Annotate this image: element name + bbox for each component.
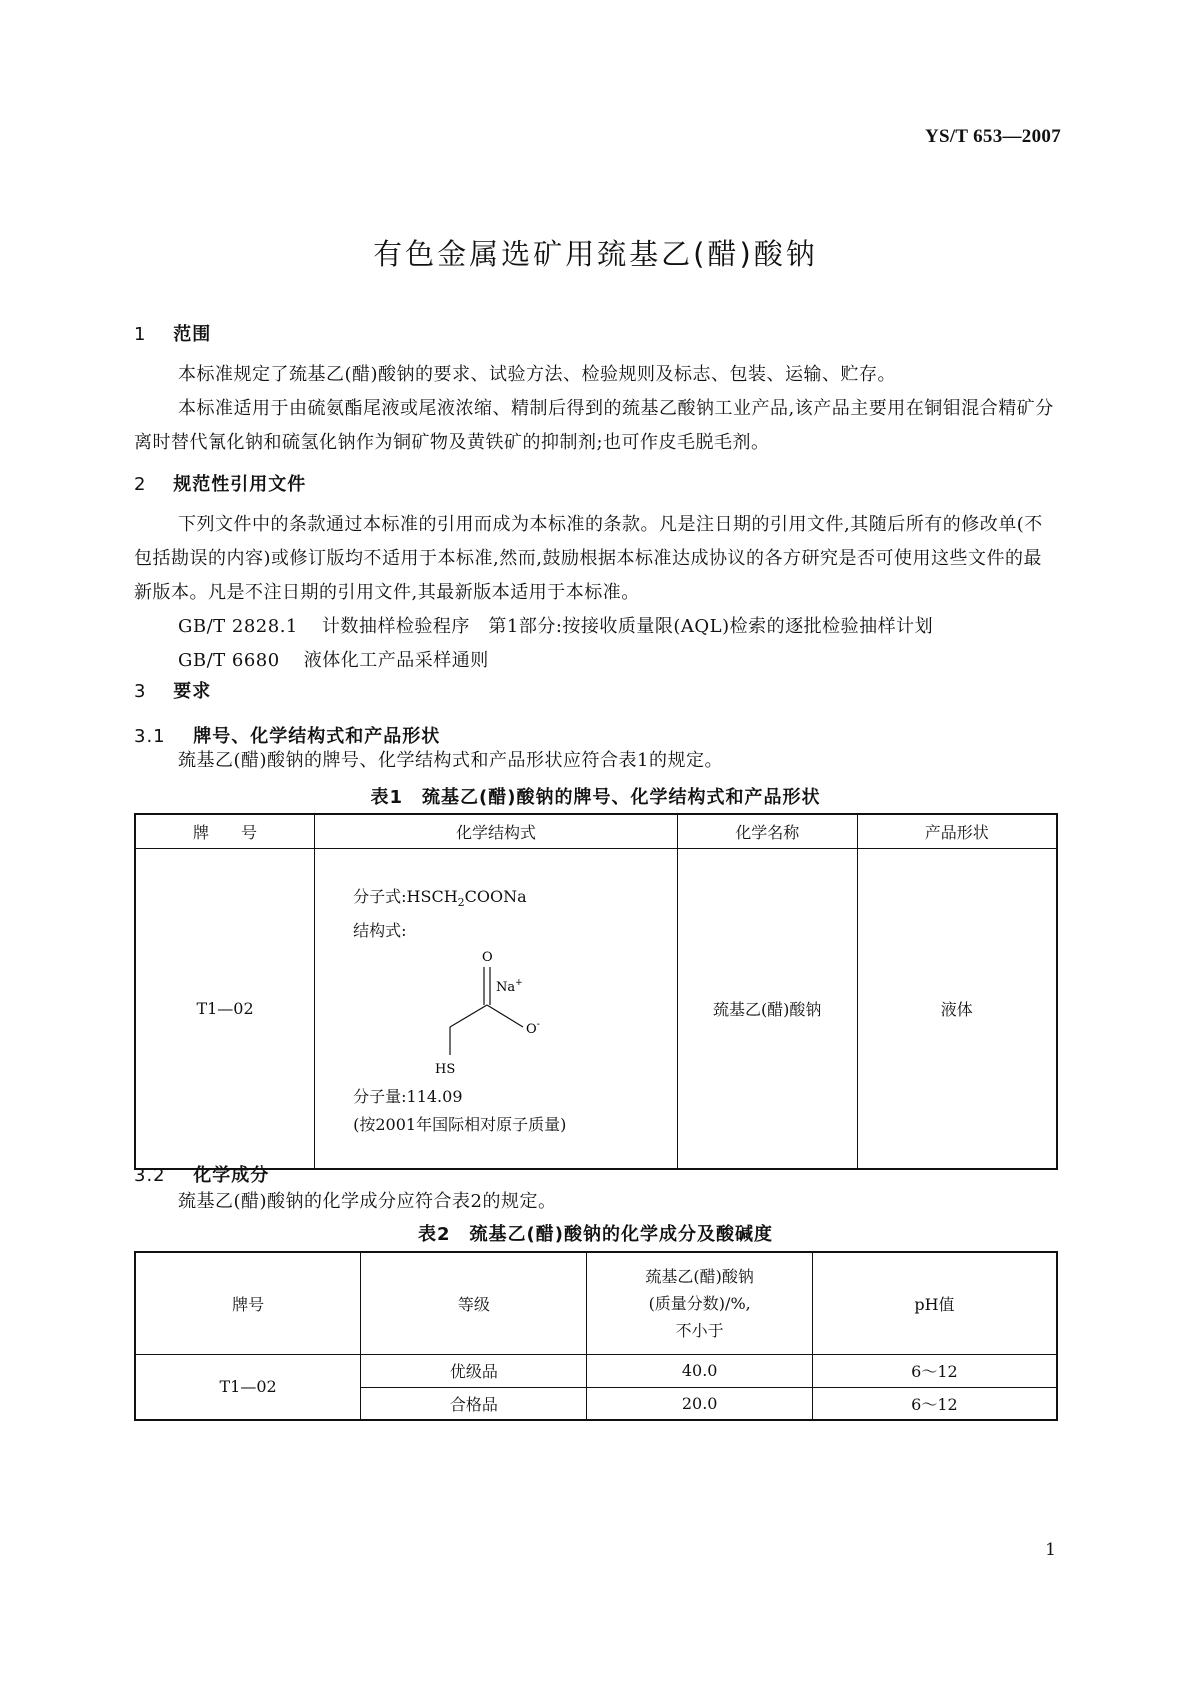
molecular-formula <box>353 883 677 917</box>
reference-item <box>134 644 1058 678</box>
section-2-body <box>134 508 1058 678</box>
section-2-heading <box>134 470 306 496</box>
table-header-cell: 化学结构式 <box>315 814 678 848</box>
grade-cell: T1—02 <box>135 1354 361 1420</box>
section-1-heading <box>134 320 211 346</box>
ph-cell: 6～12 <box>812 1354 1057 1387</box>
molecular-mass: 分子量:114.09 <box>353 1086 463 1106</box>
section-title: 化学成分 <box>193 1165 270 1186</box>
section-3-heading <box>134 677 211 703</box>
bond-line <box>487 1005 523 1027</box>
structure-cell <box>315 848 678 1169</box>
grade-cell: T1—02 <box>135 848 315 1169</box>
section-title: 规范性引用文件 <box>173 474 307 495</box>
structure-label: 结构式: <box>353 920 407 940</box>
paragraph: 本标准规定了巯基乙(醋)酸钠的要求、试验方法、检验规则及标志、包装、运输、贮存。 <box>178 364 897 385</box>
table-header-cell: 化学名称 <box>677 814 857 848</box>
section-3-1-body <box>134 744 1058 778</box>
chemical-name-cell: 巯基乙(醋)酸钠 <box>677 848 857 1169</box>
header-line: 巯基乙(醋)酸钠 <box>645 1266 754 1286</box>
formula-part: COONa <box>464 886 527 906</box>
reference-code: GB/T 2828.1 <box>178 616 298 637</box>
structural-formula-diagram <box>393 945 653 1083</box>
section-number: 2 <box>134 474 147 495</box>
table-row <box>135 1354 1057 1387</box>
section-title: 范围 <box>173 324 212 345</box>
section-number: 3.2 <box>134 1165 166 1186</box>
header-line: (质量分数)/%, <box>648 1293 751 1313</box>
table-header-cell: pH值 <box>812 1252 1057 1354</box>
formula-label: 分子式: <box>353 886 407 906</box>
content-cell: 40.0 <box>587 1354 812 1387</box>
section-1-body <box>134 358 1058 460</box>
level-cell: 合格品 <box>361 1387 587 1420</box>
ph-cell: 6～12 <box>812 1387 1057 1420</box>
table-2 <box>134 1251 1058 1421</box>
paragraph: 本标准适用于由硫氨酯尾液或尾液浓缩、精制后得到的巯基乙酸钠工业产品,该产品主要用在铜钼混合精矿分离时替代氰化钠和硫氢化钠作为铜矿物及黄铁矿的抑制剂;也可作皮毛脱毛剂。 <box>134 398 1054 453</box>
table-header-cell: 产品形状 <box>857 814 1057 848</box>
section-title: 要求 <box>173 681 212 702</box>
page-number: 1 <box>1045 1540 1056 1560</box>
table-header-cell: 等级 <box>361 1252 587 1354</box>
formula-subscript: 2 <box>457 895 465 909</box>
table-row <box>135 848 1057 1169</box>
section-number: 3 <box>134 681 147 702</box>
oxygen-anion-label <box>526 1019 540 1037</box>
oxygen-atom-label: O <box>482 949 493 965</box>
charge-plus: + <box>515 977 523 988</box>
product-form-cell: 液体 <box>857 848 1057 1169</box>
section-number: 1 <box>134 324 147 345</box>
section-number: 3.1 <box>134 726 166 747</box>
table-1 <box>134 813 1058 1170</box>
paragraph: 巯基乙(醋)酸钠的牌号、化学结构式和产品形状应符合表1的规定。 <box>178 750 723 771</box>
table-header-cell <box>587 1252 812 1354</box>
thiol-group-label: HS <box>435 1061 456 1077</box>
header-line: 不小于 <box>675 1320 724 1340</box>
content-cell: 20.0 <box>587 1387 812 1420</box>
bond-line <box>450 1005 487 1027</box>
table-1-caption: 表1 巯基乙(醋)酸钠的牌号、化学结构式和产品形状 <box>370 787 821 808</box>
molecular-mass-note: (按2001年国际相对原子质量) <box>353 1114 567 1134</box>
table-header-cell: 牌号 <box>135 1252 361 1354</box>
document-title: 有色金属选矿用巯基乙(醋)酸钠 <box>373 237 818 271</box>
formula-part: HSCH <box>406 886 458 906</box>
oxygen-symbol: O <box>526 1021 537 1037</box>
section-3-2-body <box>134 1185 1058 1219</box>
table-header-row <box>135 1252 1057 1354</box>
level-cell: 优级品 <box>361 1354 587 1387</box>
reference-title: 计数抽样检验程序 第1部分:按接收质量限(AQL)检索的逐批检验抽样计划 <box>321 616 934 637</box>
document-code: YS/T 653—2007 <box>924 126 1061 147</box>
table-header-row <box>135 814 1057 848</box>
sodium-ion-label <box>496 978 523 995</box>
table-2-caption: 表2 巯基乙(醋)酸钠的化学成分及酸碱度 <box>418 1224 773 1245</box>
reference-item <box>134 610 1058 644</box>
sodium-symbol: Na <box>496 979 516 995</box>
section-3-2-heading <box>134 1161 269 1187</box>
reference-title: 液体化工产品采样通则 <box>303 650 489 671</box>
table-header-cell: 牌 号 <box>135 814 315 848</box>
paragraph: 下列文件中的条款通过本标准的引用而成为本标准的条款。凡是注日期的引用文件,其随后所有的修改单(不包括勘误的内容)或修订版均不适用于本标准,然而,鼓励根据本标准达成协议的各方研究是否可使用这些文件的最新版本。凡是不注日期的引用文件,其最新版本适用于本标准。 <box>134 514 1043 603</box>
paragraph: 巯基乙(醋)酸钠的化学成分应符合表2的规定。 <box>178 1191 557 1212</box>
reference-code: GB/T 6680 <box>178 650 280 671</box>
section-title: 牌号、化学结构式和产品形状 <box>193 726 441 747</box>
charge-minus: - <box>536 1018 541 1030</box>
